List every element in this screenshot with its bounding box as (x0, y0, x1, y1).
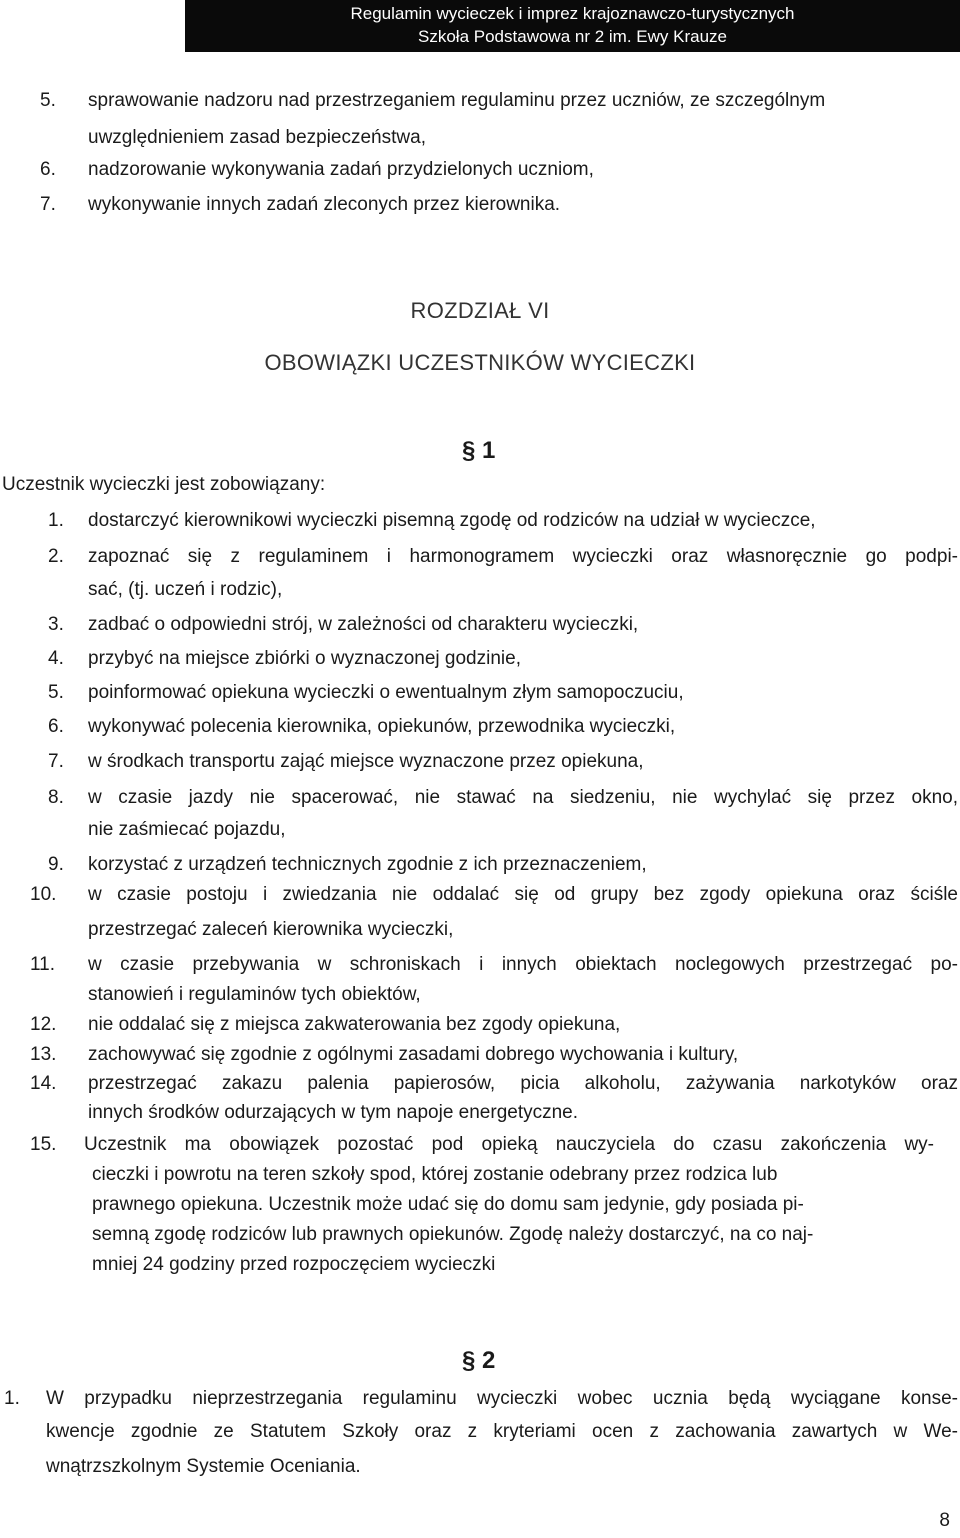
list-item-line: w środkach transportu zająć miejsce wyznaczone przez opiekuna, (88, 751, 644, 772)
list-number: 11. (30, 954, 56, 975)
list-item-line: dostarczyć kierownikowi wycieczki pisemną zgodę od rodziców na udział w wycieczce, (88, 510, 816, 531)
chapter-subtitle: OBOWIĄZKI UCZESTNIKÓW WYCIECZKI (264, 350, 696, 375)
list-number: 9. (48, 854, 64, 875)
list-item-line: sprawowanie nadzoru nad przestrzeganiem regulaminu przez uczniów, ze szczególnym (88, 90, 826, 111)
list-item-line: innych środków odurzających w tym napoje energetyczne. (88, 1102, 579, 1123)
section-intro: Uczestnik wycieczki jest zobowiązany: (2, 474, 326, 495)
list-number: 15. (30, 1134, 57, 1155)
list-number: 5. (40, 90, 56, 111)
document-header (185, 0, 960, 52)
list-number: 12. (30, 1014, 57, 1035)
list-item-line: zachowywać się zgodnie z ogólnymi zasadami dobrego wychowania i kultury, (88, 1044, 739, 1065)
list-item-line: nadzorowanie wykonywania zadań przydzielonych uczniom, (88, 159, 594, 180)
list-number: 14. (30, 1073, 57, 1094)
list-number: 8. (48, 787, 64, 808)
list-number: 2. (48, 546, 64, 567)
header-title: Regulamin wycieczek i imprez krajoznawczo-turystycznych (350, 4, 795, 23)
list-number: 4. (48, 648, 64, 669)
list-item-line: semną zgodę rodziców lub prawnych opiekunów. Zgodę należy dostarczyć, na co naj- (92, 1224, 814, 1245)
list-item-line: korzystać z urządzeń technicznych zgodnie z ich przeznaczeniem, (88, 854, 647, 875)
list-item-line: przestrzegać zaleceń kierownika wycieczki, (88, 919, 454, 940)
list-item-line: przybyć na miejsce zbiórki o wyznaczonej godzinie, (88, 648, 521, 669)
list-item-line: w czasie przebywania w schroniskach i innych obiektach noclegowych przestrzegać po- (88, 954, 958, 975)
list-item-line: nie zaśmiecać pojazdu, (88, 819, 286, 840)
list-item-line: przestrzegać zakazu palenia papierosów, picia alkoholu, zażywania narkotyków oraz (88, 1073, 958, 1094)
list-number: 3. (48, 614, 64, 635)
list-item-line: w czasie postoju i zwiedzania nie oddalać się od grupy bez zgody opiekuna oraz ściśle (88, 884, 958, 905)
section-mark: § 2 (462, 1347, 496, 1374)
header-school: Szkoła Podstawowa nr 2 im. Ewy Krauze (418, 27, 727, 46)
list-item-line: stanowień i regulaminów tych obiektów, (88, 984, 421, 1005)
list-number: 6. (40, 159, 56, 180)
list-item-line: nie oddalać się z miejsca zakwaterowania bez zgody opiekuna, (88, 1014, 621, 1035)
list-item-line: cieczki i powrotu na teren szkoły spod, której zostanie odebrany przez rodzica lub (92, 1164, 778, 1185)
list-item-line: wykonywać polecenia kierownika, opiekunów, przewodnika wycieczki, (88, 716, 676, 737)
list-item-line: uwzględnieniem zasad bezpieczeństwa, (88, 127, 426, 148)
section-mark: § 1 (462, 437, 496, 464)
page-number: 8 (939, 1510, 950, 1531)
list-item-line: poinformować opiekuna wycieczki o ewentualnym złym samopoczuciu, (88, 682, 684, 703)
list-item-line: Uczestnik ma obowiązek pozostać pod opieką nauczyciela do czasu zakończenia wy- (84, 1134, 934, 1155)
list-number: 10. (30, 884, 57, 905)
list-item-line: wykonywanie innych zadań zleconych przez kierownika. (88, 194, 561, 215)
list-number: 1. (48, 510, 64, 531)
list-item-line: prawnego opiekuna. Uczestnik może udać się do domu sam jedynie, gdy posiada pi- (92, 1194, 804, 1215)
list-item-line: zapoznać się z regulaminem i harmonogramem wycieczki oraz własnoręcznie go podpi- (88, 546, 958, 567)
list-number: 6. (48, 716, 64, 737)
list-item-line: wnątrzszkolnym Systemie Oceniania. (46, 1456, 361, 1477)
list-item-line: zadbać o odpowiedni strój, w zależności od charakteru wycieczki, (88, 614, 639, 635)
list-item-line: w czasie jazdy nie spacerować, nie stawać na siedzeniu, nie wychylać się przez okno, (88, 787, 958, 808)
list-item-line: mniej 24 godziny przed rozpoczęciem wycieczki (92, 1254, 496, 1275)
list-item-line: kwencje zgodnie ze Statutem Szkoły oraz z kryteriami ocen z zachowania zawartych w We- (46, 1421, 958, 1442)
chapter-title: ROZDZIAŁ VI (410, 298, 550, 323)
list-number: 5. (48, 682, 64, 703)
list-number: 1. (4, 1388, 20, 1409)
list-item-line: W przypadku nieprzestrzegania regulaminu wycieczki wobec ucznia będą wyciągane konse- (46, 1388, 958, 1409)
list-number: 7. (40, 194, 56, 215)
list-item-line: sać, (tj. uczeń i rodzic), (88, 579, 283, 600)
list-number: 7. (48, 751, 64, 772)
list-number: 13. (30, 1044, 57, 1065)
